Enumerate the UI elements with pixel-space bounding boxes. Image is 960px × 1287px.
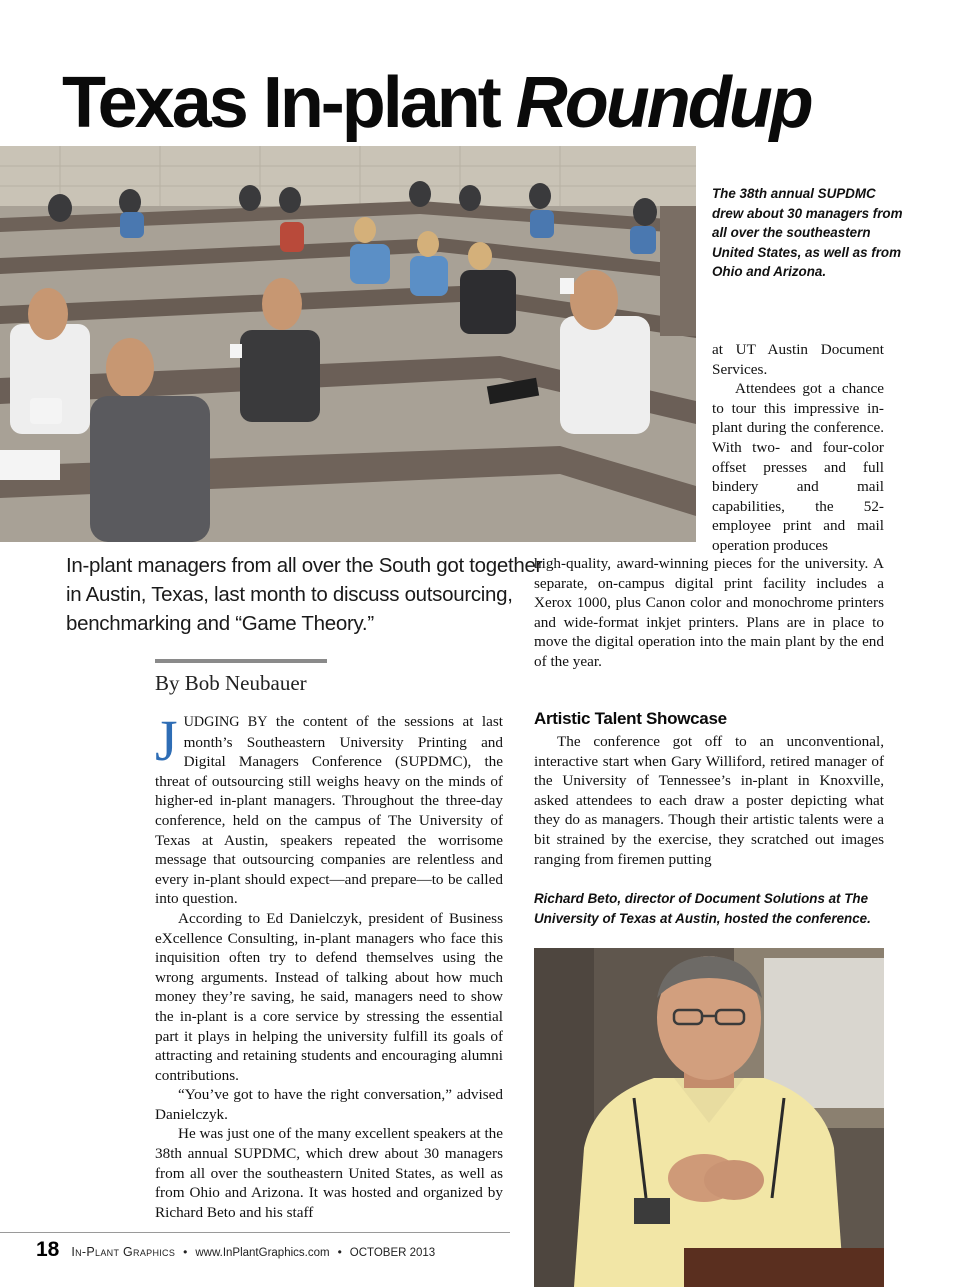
paragraph-speakers: He was just one of the many excellent speakers at the 38th annual SUPDMC, which drew about 30 managers from all over the southeastern United States, as well as from Ohio and Arizona. It was hosted and organized by Richard Beto and his staff bbox=[155, 1125, 503, 1220]
paragraph-artistic: The conference got off to an unconventional, interactive start when Gary Williford, retired manager of the University of Tennessee’s in-plant in Knoxville, asked attendees to each draw a poster depicting what they do as managers. Though their artistic talents were a bit strained by the exercise, they scratched out images ranging from firemen putting bbox=[534, 733, 884, 868]
conference-room-photo bbox=[0, 146, 696, 542]
article-column-right-wide bbox=[534, 554, 884, 672]
publication-name: In-Plant Graphics bbox=[71, 1245, 176, 1259]
article-title bbox=[62, 60, 942, 146]
conference-room-illustration bbox=[0, 146, 696, 542]
main-photo-caption: The 38th annual SUPDMC drew about 30 managers from all over the southeastern United States, as well as from Ohio and Arizona. bbox=[712, 186, 903, 280]
article-column-left bbox=[155, 712, 503, 1220]
title-regular: Texas In-plant bbox=[62, 63, 499, 143]
page-number: 18 bbox=[36, 1238, 60, 1261]
byline: By Bob Neubauer bbox=[155, 671, 307, 695]
issue-date: OCTOBER 2013 bbox=[349, 1247, 436, 1259]
paragraph-tour-continued: high-quality, award-winning pieces for the university. A separate, on-campus digital print facility includes a Xerox 1000, plus Canon color and monochrome printers and wide-format inkjet printers. Plans are in place to move the digital operation into the main plant by the end of the year. bbox=[534, 555, 884, 670]
richard-beto-photo bbox=[534, 948, 884, 1287]
paragraph-danielczyk: According to Ed Danielczyk, president of Business eXcellence Consulting, in-plant managers who face this inquisition often try to defend themselves using the wrong arguments. Instead of talking about how much money they’re saving, he said, managers need to show the in-plant is a core service by stressing the essential part it plays in helping the university fulfill its goals of attracting and retaining students and encouraging alumni contributions. bbox=[155, 909, 503, 1084]
title-italic: Roundup bbox=[515, 63, 811, 143]
byline-rule bbox=[155, 659, 327, 663]
lead-caps: UDGING BY bbox=[183, 714, 268, 730]
page-footer bbox=[36, 1238, 596, 1264]
paragraph-lead bbox=[155, 712, 503, 909]
paragraph-ut-austin: at UT Austin Document Services. bbox=[712, 341, 884, 378]
beto-photo-caption: Richard Beto, director of Document Solutions at The University of Texas at Austin, hosted the conference. bbox=[534, 891, 871, 926]
drop-cap: J bbox=[155, 712, 178, 773]
article-column-artistic bbox=[534, 732, 884, 869]
publication-url: www.InPlantGraphics.com bbox=[195, 1247, 330, 1259]
subhead-artistic-talent: Artistic Talent Showcase bbox=[534, 709, 727, 728]
paragraph-lead-text: the content of the sessions at last month’s Southeastern University Printing and Digital Managers Conference (SUPDMC), the threat of outsourcing still weighs heavy on the minds of higher-ed in-plant managers. Throughout the three-day conference, held on the campus of The University of Texas at Austin, speakers repeated the worrisome message that outsourcing companies are relentless and every in-plant should expect—and prepare—to be called into question. bbox=[155, 713, 503, 908]
paragraph-quote: “You’ve got to have the right conversation,” advised Danielczyk. bbox=[155, 1086, 503, 1123]
footer-rule bbox=[0, 1232, 510, 1233]
article-column-right-top bbox=[712, 340, 884, 556]
richard-beto-illustration bbox=[534, 948, 884, 1287]
article-deck: In-plant managers from all over the South got together in Austin, Texas, last month to discuss outsourcing, benchmarking and “Game Theory.” bbox=[66, 554, 543, 635]
footer-separator: • bbox=[337, 1245, 342, 1259]
footer-separator: • bbox=[183, 1245, 188, 1259]
paragraph-tour: Attendees got a chance to tour this impressive in-plant during the conference. With two- and four-color offset presses and full bindery and mail capabilities, the 52-employee print and mail operation produces bbox=[712, 380, 884, 554]
